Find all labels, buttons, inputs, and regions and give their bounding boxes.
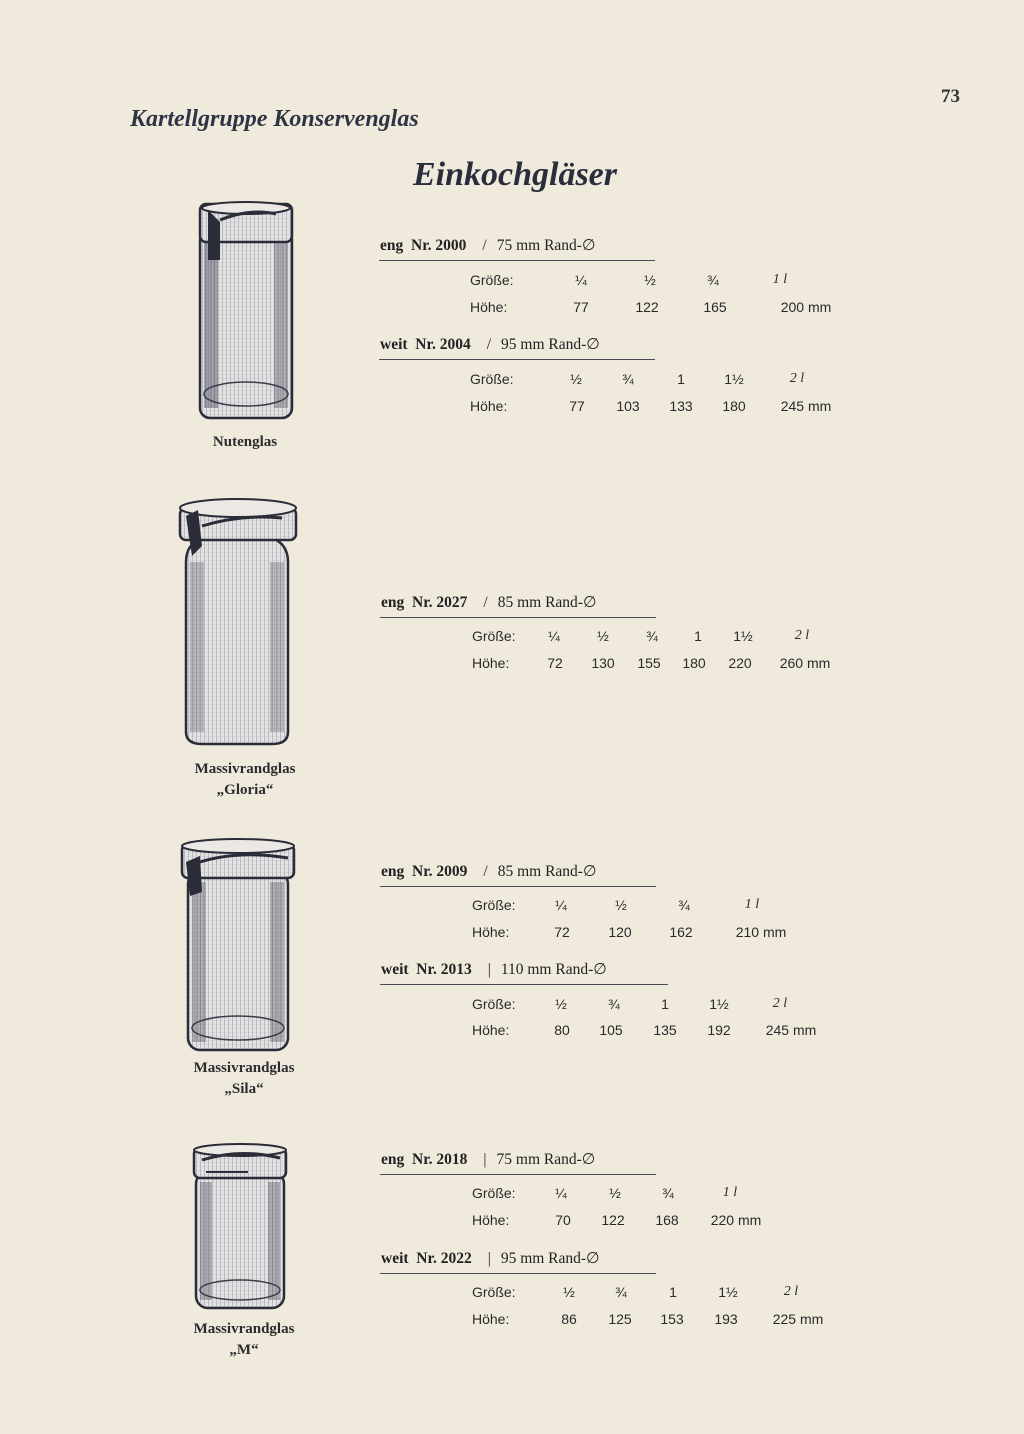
spec-header-2018: eng Nr. 2018 | 75 mm Rand-∅ [381,1151,596,1168]
caption-gloria: Massivrandglas „Gloria“ [194,761,296,798]
hoehe-label: Höhe: [472,924,510,940]
groesse-cell: 2 l [789,371,805,386]
caption-m: Massivrandglas „M“ [193,1321,295,1358]
page-number: 73 [941,86,960,107]
groesse-cell: ½ [644,272,656,288]
spec-rule [379,359,655,360]
hoehe-cell: 72 [554,924,570,940]
hoehe-label: Höhe: [472,1022,510,1038]
groesse-cell: ½ [555,996,567,1012]
page-header: Kartellgruppe Konservenglas [130,106,419,132]
spec-rule [380,617,656,618]
groesse-label: Größe: [472,1284,516,1300]
groesse-cell: ¾ [615,1284,627,1300]
groesse-cell: 1½ [724,371,744,387]
hoehe-cell: 260 mm [779,655,831,671]
hoehe-cell: 168 [655,1212,679,1228]
hoehe-cell: 220 mm [710,1212,762,1228]
hoehe-cell: 77 [569,398,585,414]
spec-rule [379,260,655,261]
groesse-cell: 1 l [772,272,788,287]
hoehe-cell: 86 [561,1311,577,1327]
groesse-cell: ½ [609,1185,621,1201]
groesse-cell: 1 l [744,897,760,912]
hoehe-label: Höhe: [472,1311,510,1327]
hoehe-cell: 220 [728,655,752,671]
hoehe-cell: 72 [547,655,563,671]
hoehe-cell: 210 mm [735,924,787,940]
hoehe-cell: 77 [573,299,589,315]
hoehe-cell: 125 [608,1311,632,1327]
groesse-cell: 1 [694,628,702,644]
groesse-cell: ¾ [622,371,634,387]
spec-header-2022: weit Nr. 2022 | 95 mm Rand-∅ [381,1250,600,1267]
hoehe-cell: 120 [608,924,632,940]
hoehe-cell: 200 mm [780,299,832,315]
groesse-cell: 1 [669,1284,677,1300]
nutenglas-jar-illustration [190,198,302,423]
groesse-label: Größe: [472,1185,516,1201]
groesse-label: Größe: [472,996,516,1012]
groesse-cell: 1½ [709,996,729,1012]
groesse-cell: ½ [563,1284,575,1300]
spec-rule [380,1273,656,1274]
caption-sila: Massivrandglas „Sila“ [193,1060,295,1097]
hoehe-cell: 122 [635,299,659,315]
groesse-cell: 2 l [783,1284,799,1299]
hoehe-cell: 103 [616,398,640,414]
groesse-cell: ¾ [646,628,658,644]
spec-header-2009: eng Nr. 2009 / 85 mm Rand-∅ [381,863,597,880]
hoehe-cell: 162 [669,924,693,940]
groesse-cell: 2 l [772,996,788,1011]
hoehe-cell: 122 [601,1212,625,1228]
groesse-cell: ¾ [678,897,690,913]
hoehe-cell: 80 [554,1022,570,1038]
hoehe-cell: 193 [714,1311,738,1327]
spec-rule [380,984,668,985]
hoehe-label: Höhe: [472,655,510,671]
hoehe-label: Höhe: [470,299,508,315]
groesse-cell: ½ [597,628,609,644]
hoehe-cell: 70 [555,1212,571,1228]
groesse-cell: 2 l [794,628,810,643]
groesse-cell: 1 [661,996,669,1012]
hoehe-cell: 192 [707,1022,731,1038]
page-title: Einkochgläser [412,156,618,193]
hoehe-cell: 105 [599,1022,623,1038]
caption-nutenglas: Nutenglas [212,434,278,450]
hoehe-cell: 180 [682,655,706,671]
groesse-label: Größe: [470,371,514,387]
spec-header-2013: weit Nr. 2013 | 110 mm Rand-∅ [381,961,607,978]
groesse-cell: 1 l [722,1185,738,1200]
groesse-cell: ¼ [548,628,560,644]
groesse-label: Größe: [472,897,516,913]
hoehe-cell: 245 mm [780,398,832,414]
groesse-cell: 1 [677,371,685,387]
groesse-label: Größe: [472,628,516,644]
hoehe-cell: 130 [591,655,615,671]
gloria-jar-illustration [172,492,302,748]
hoehe-cell: 180 [722,398,746,414]
hoehe-label: Höhe: [470,398,508,414]
groesse-cell: 1½ [718,1284,738,1300]
groesse-cell: 1½ [733,628,753,644]
hoehe-cell: 225 mm [772,1311,824,1327]
groesse-label: Größe: [470,272,514,288]
groesse-cell: ¼ [575,272,587,288]
groesse-cell: ½ [570,371,582,387]
hoehe-cell: 245 mm [765,1022,817,1038]
m-jar-illustration [188,1142,292,1312]
hoehe-cell: 135 [653,1022,677,1038]
groesse-cell: ¼ [555,1185,567,1201]
groesse-cell: ¾ [608,996,620,1012]
spec-rule [380,1174,656,1175]
hoehe-cell: 133 [669,398,693,414]
hoehe-label: Höhe: [472,1212,510,1228]
groesse-cell: ¾ [707,272,719,288]
hoehe-cell: 165 [703,299,727,315]
hoehe-cell: 155 [637,655,661,671]
sila-jar-illustration [176,836,300,1054]
spec-header-2004: weit Nr. 2004 / 95 mm Rand-∅ [380,336,600,353]
spec-rule [380,886,656,887]
spec-header-2027: eng Nr. 2027 / 85 mm Rand-∅ [381,594,597,611]
spec-header-2000: eng Nr. 2000 / 75 mm Rand-∅ [380,237,596,254]
hoehe-cell: 153 [660,1311,684,1327]
groesse-cell: ¼ [555,897,567,913]
groesse-cell: ½ [615,897,627,913]
groesse-cell: ¾ [662,1185,674,1201]
